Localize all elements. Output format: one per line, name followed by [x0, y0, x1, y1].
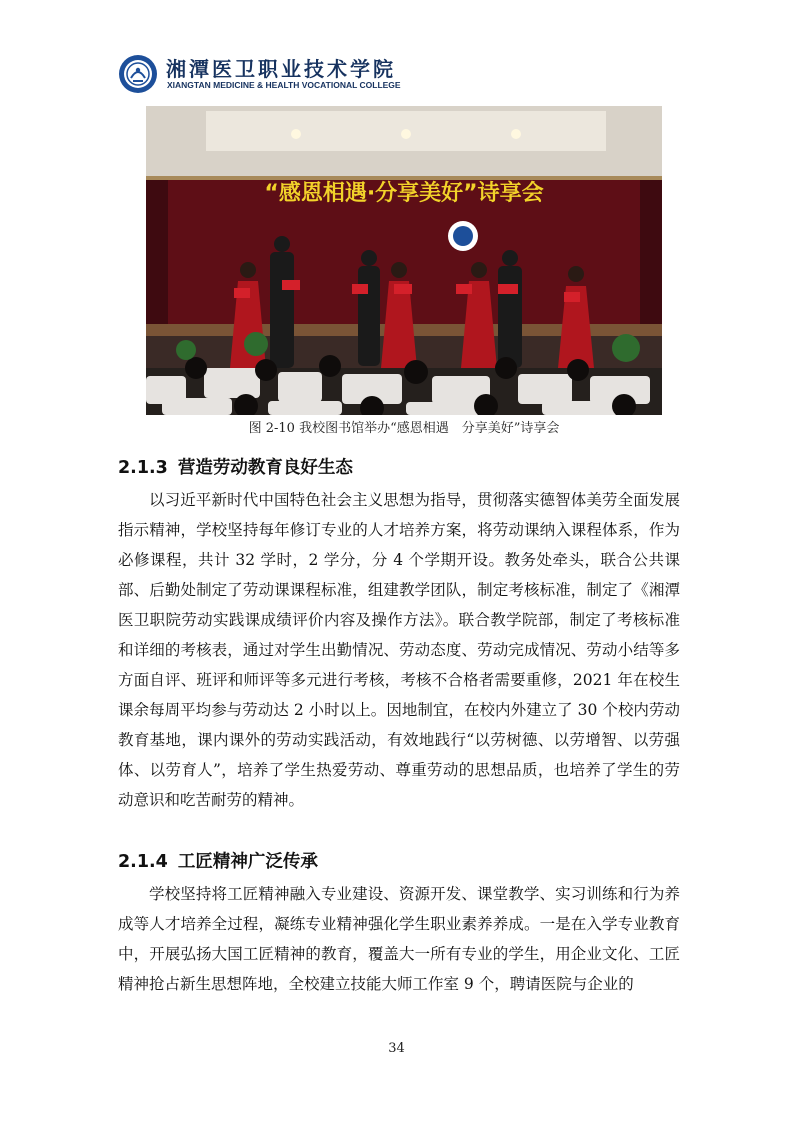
section-title: 工匠精神广泛传承 — [177, 852, 318, 872]
section-paragraph: 以习近平新时代中国特色社会主义思想为指导，贯彻落实德智体美劳全面发展指示精神，学校坚持每年修订专业的人才培养方案，将劳动课纳入课程体系，作为必修课程，共计 32 学时，2 学分，分 4 个学期开设。教务处牵头，联合公共课部、后勤处制定了劳动课课程标准，组建教学团队，制定考核标准，制定了《湘潭医卫职院劳动实践课成绩评价内容及操作方法》。联合教学院部，制定了考核标准和详细的考核表，通过对学生出勤情况、劳动态度、劳动完成情况、劳动小结等多方面自评、班评和师评等多元进行考核，考核不合格者需要重修，2021 年在校生课余每周平均参与劳动达 2 小时以上。因地制宜，在校内外建立了 30 个校内劳动教育基地，课内课外的劳动实践活动，有效地践行“以劳树德、以劳增智、以劳强体、以劳育人”，培养了学生热爱劳动、尊重劳动的思想品质，也培养了学生的劳动意识和吃苦耐劳的精神。 — [118, 491, 680, 809]
section-heading-2-1-4 — [118, 848, 318, 873]
page-number: 34 — [388, 1041, 405, 1056]
section-number: 2.1.3 — [118, 458, 168, 478]
college-logo-icon — [118, 54, 158, 94]
section-number: 2.1.4 — [118, 852, 168, 872]
event-photo — [146, 106, 662, 415]
section-paragraph: 学校坚持将工匠精神融入专业建设、资源开发、课堂教学、实习训练和行为养成等人才培养全过程，凝练专业精神强化学生职业素养养成。一是在入学专业教育中，开展弘扬大国工匠精神的教育，覆盖大一所有专业的学生，用企业文化、工匠精神抢占新生思想阵地，全校建立技能大师工作室 9 个，聘请医院与企业的 — [118, 885, 680, 993]
section-heading-2-1-3 — [118, 454, 353, 479]
college-name-en: XIANGTAN MEDICINE & HEALTH VOCATIONAL COLLEGE — [167, 80, 401, 90]
section-title: 营造劳动教育良好生态 — [177, 458, 353, 478]
banner-text: “感恩相遇·分享美好”诗享会 — [264, 181, 544, 206]
figure-caption: 图 2-10 我校图书馆举办“感恩相遇 分享美好”诗享会 — [248, 421, 560, 436]
page-header — [118, 52, 678, 96]
college-name-cn: 湘潭医卫职业技术学院 — [166, 57, 396, 81]
